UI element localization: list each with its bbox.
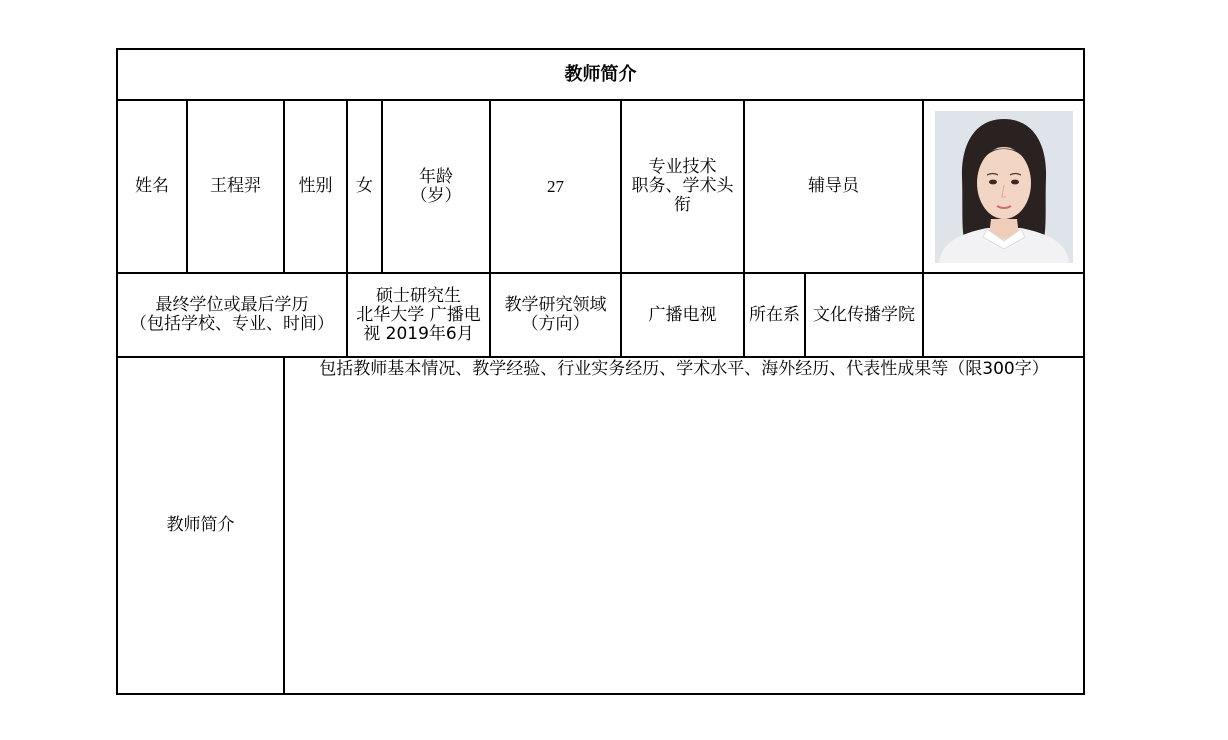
name-value: 王程羿 xyxy=(187,100,284,273)
table-title: 教师简介 xyxy=(117,49,1084,100)
intro-label: 教师简介 xyxy=(117,357,284,694)
profile-table xyxy=(116,48,1085,695)
intro-content[interactable] xyxy=(284,357,1084,694)
teacher-profile-form xyxy=(116,48,1083,698)
professional-title-value: 辅导员 xyxy=(744,100,923,273)
professional-title-label: 专业技术 职务、学术头 衔 xyxy=(621,100,744,273)
photo-cell xyxy=(923,100,1084,273)
empty-cell xyxy=(923,273,1084,357)
research-field-label: 教学研究领域 （方向） xyxy=(490,273,621,357)
gender-value: 女 xyxy=(347,100,382,273)
department-value: 文化传播学院 xyxy=(805,273,923,357)
degree-label: 最终学位或最后学历 （包括学校、专业、时间） xyxy=(117,273,347,357)
degree-value: 硕士研究生 北华大学 广播电 视 2019年6月 xyxy=(347,273,490,357)
age-value: 27 xyxy=(490,100,621,273)
department-label: 所在系 xyxy=(744,273,805,357)
intro-note: 包括教师基本情况、教学经验、行业实务经历、学术水平、海外经历、代表性成果等（限300字） xyxy=(319,359,1049,379)
gender-label: 性别 xyxy=(284,100,347,273)
portrait-photo xyxy=(935,111,1073,263)
name-label: 姓名 xyxy=(117,100,187,273)
research-field-value: 广播电视 xyxy=(621,273,744,357)
age-label: 年龄 （岁） xyxy=(382,100,490,273)
